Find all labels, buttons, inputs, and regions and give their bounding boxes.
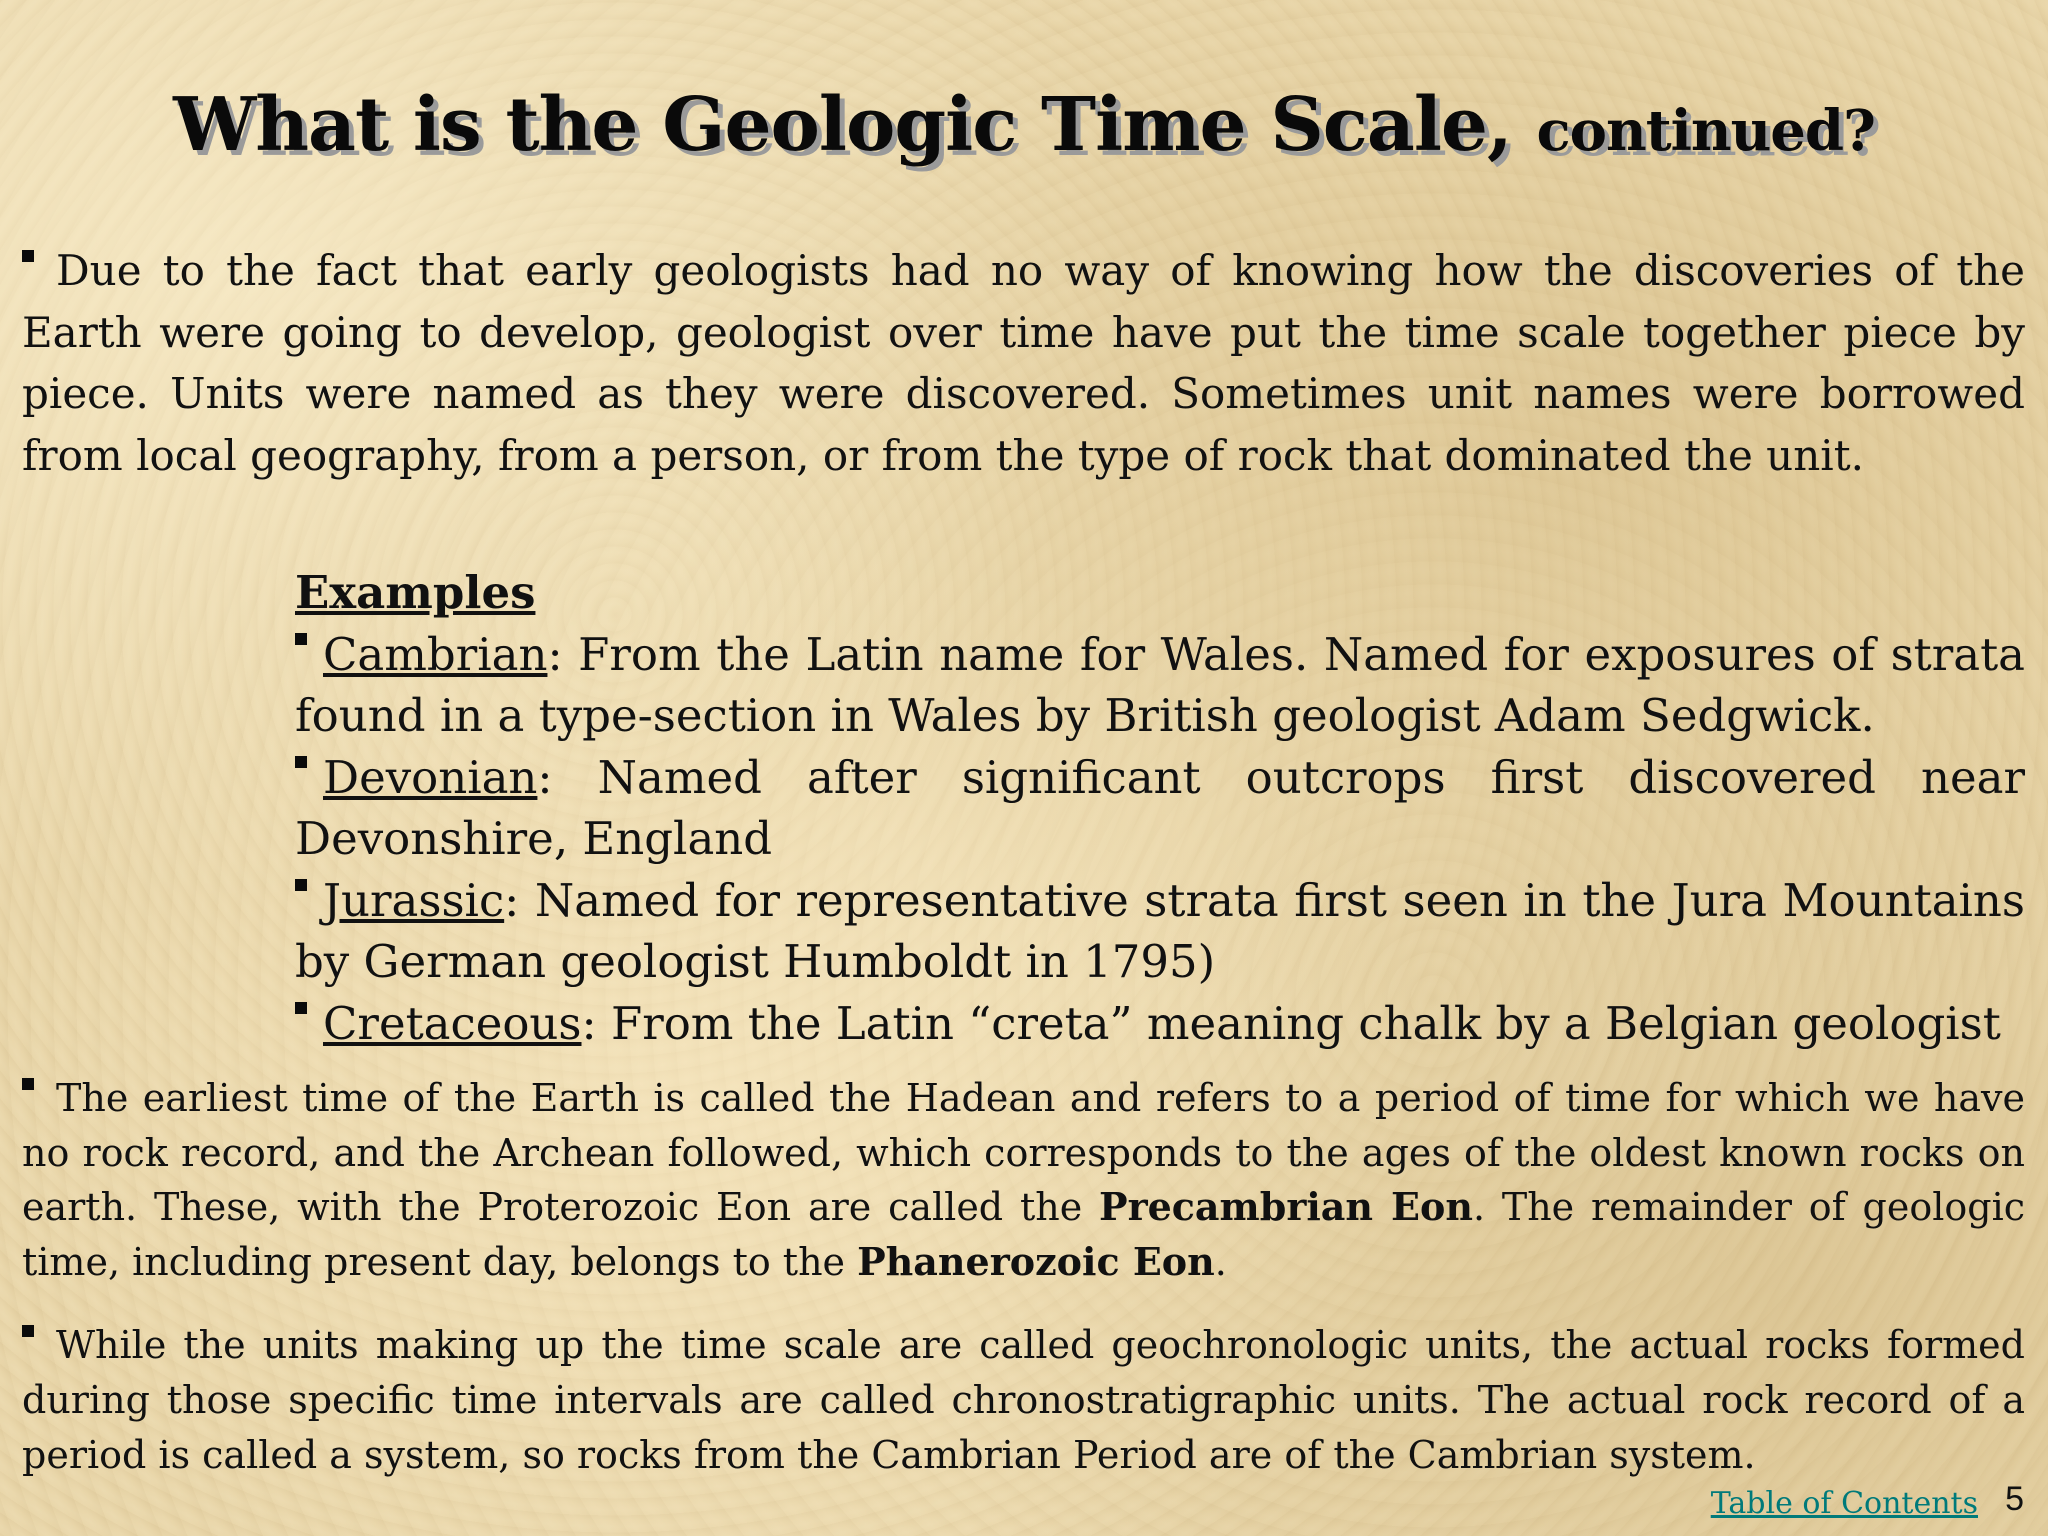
example-term: Devonian [323,750,538,804]
hadean-text-part3: . [1214,1239,1227,1284]
precambrian-eon-term: Precambrian Eon [1099,1184,1473,1229]
units-paragraph [22,1318,2025,1483]
example-item-jurassic [295,870,2025,993]
page-title [0,70,2048,186]
square-bullet-icon [22,1078,34,1090]
square-bullet-icon [295,1002,307,1014]
example-term: Jurassic [323,873,505,927]
page-number: 5 [2005,1480,2024,1518]
example-description: : Named for representative strata first seen in the Jura Mountains by German geologist Humboldt in 1795) [295,873,2025,988]
units-text: While the units making up the time scale are called geochronologic units, the actual rocks formed during those specific time intervals are called chronostratigraphic units. The actual rock record of a period is called a system, so rocks from the Cambrian Period are of the Cambrian system. [22,1323,2025,1477]
example-term: Cretaceous [323,996,582,1050]
example-item-cambrian [295,624,2025,747]
title-main: What is the Geologic Time Scale, [173,82,1512,168]
square-bullet-icon [295,756,307,768]
intro-text: Due to the fact that early geologists had no way of knowing how the discoveries of the Earth were going to develop, geologist over time have put the time scale together piece by piece. Units were named as they were discovered. Sometimes unit names were borrowed from local geography, from a person, or from the type of rock that dominated the unit. [22,246,2025,480]
table-of-contents-link[interactable]: Table of Contents [1710,1486,1978,1521]
hadean-text-part1: The earliest time of the Earth is called the Hadean and refers to a period of time for which we have no rock record, and the Archean followed, which corresponds to the ages of the oldest known rocks on earth. These, with the Proterozoic Eon are called the [22,1076,2025,1229]
example-term: Cambrian [323,627,548,681]
square-bullet-icon [22,1325,34,1337]
examples-section [295,562,2025,1054]
square-bullet-icon [22,250,34,262]
phanerozoic-eon-term: Phanerozoic Eon [857,1238,1215,1284]
example-description: : Named after significant outcrops first discovered near Devonshire, England [295,750,2025,865]
example-description: : From the Latin name for Wales. Named for exposures of strata found in a type-section in Wales by British geologist Adam Sedgwick. [295,627,2025,742]
hadean-text-part2: . The remainder of geologic time, including present day, belongs to the [22,1185,2026,1284]
example-item-devonian [295,747,2025,870]
examples-heading: Examples [295,566,536,619]
square-bullet-icon [295,633,307,645]
hadean-paragraph [22,1071,2025,1289]
example-item-cretaceous [295,993,2025,1055]
square-bullet-icon [295,879,307,891]
example-description: : From the Latin “creta” meaning chalk by a Belgian geologist [581,996,2001,1050]
intro-paragraph [22,240,2025,486]
title-suffix: continued? [1536,98,1875,164]
